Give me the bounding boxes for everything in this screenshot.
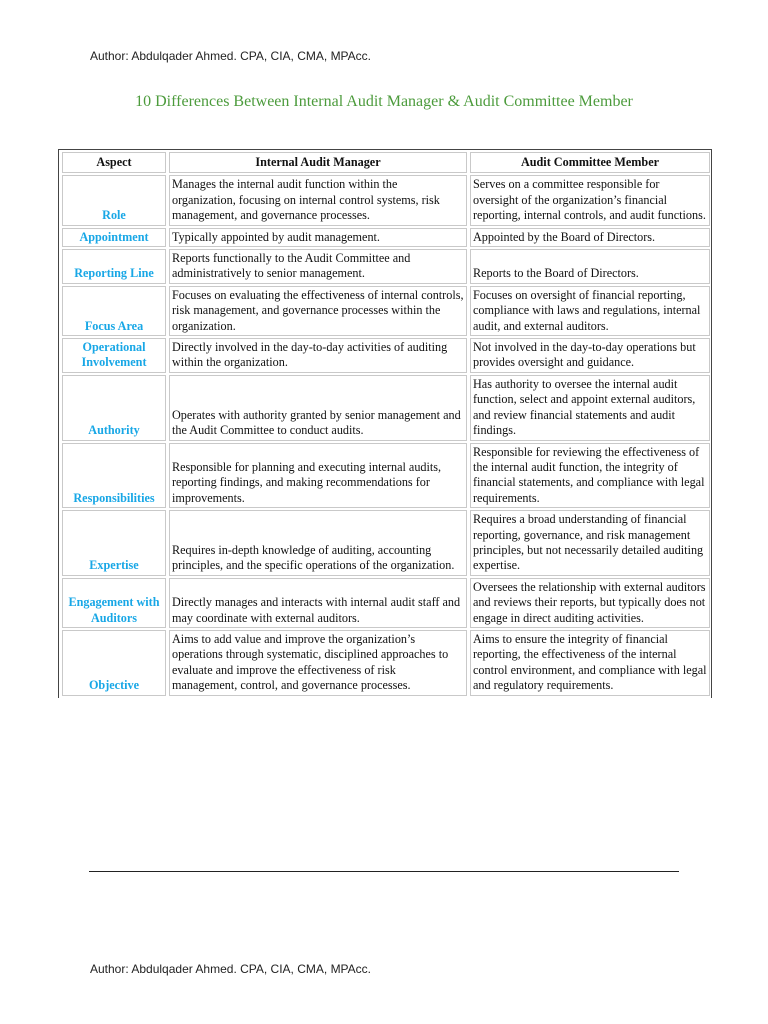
committee-cell: Requires a broad understanding of financial reporting, governance, and risk management principles, but not necessarily detailed auditing expertise. (470, 510, 710, 576)
table-row (62, 510, 710, 576)
committee-cell: Not involved in the day-to-day operations but provides oversight and guidance. (470, 338, 710, 373)
committee-cell: Focuses on oversight of financial reporting, compliance with laws and regulations, internal audit, and external auditors. (470, 286, 710, 336)
aspect-cell: Operational Involvement (62, 338, 166, 373)
committee-cell: Reports to the Board of Directors. (470, 249, 710, 284)
manager-cell: Requires in-depth knowledge of auditing, accounting principles, and the specific operations of the organization. (169, 510, 467, 576)
aspect-cell: Objective (62, 630, 166, 696)
manager-cell: Directly manages and interacts with internal audit staff and may coordinate with external auditors. (169, 578, 467, 628)
manager-cell: Directly involved in the day-to-day activities of auditing within the organization. (169, 338, 467, 373)
table-row (62, 228, 710, 247)
manager-cell: Typically appointed by audit management. (169, 228, 467, 247)
comparison-table-grid (59, 150, 713, 698)
page-title: 10 Differences Between Internal Audit Manager & Audit Committee Member (135, 93, 633, 110)
header-author: Author: Abdulqader Ahmed. CPA, CIA, CMA, MPAcc. (90, 49, 372, 63)
table-header-row (62, 152, 710, 173)
table-row (62, 175, 710, 225)
table-row (62, 338, 710, 373)
manager-cell: Manages the internal audit function within the organization, focusing on internal control systems, risk management, and governance processes. (169, 175, 467, 225)
manager-cell: Aims to add value and improve the organization’s operations through systematic, disciplined approaches to evaluate and improve the effectiveness of risk management, control, and governance processes. (169, 630, 467, 696)
footer-author: Author: Abdulqader Ahmed. CPA, CIA, CMA, MPAcc. (90, 962, 372, 976)
committee-cell: Has authority to oversee the internal audit function, select and appoint external auditors, and review financial statements and audit findings. (470, 375, 710, 441)
table-row (62, 249, 710, 284)
aspect-cell: Responsibilities (62, 443, 166, 509)
committee-cell: Appointed by the Board of Directors. (470, 228, 710, 247)
manager-cell: Focuses on evaluating the effectiveness of internal controls, risk management, and governance processes within the organization. (169, 286, 467, 336)
aspect-cell: Role (62, 175, 166, 225)
table-row (62, 443, 710, 509)
column-header-aspect: Aspect (62, 152, 166, 173)
column-header-internal-audit-manager: Internal Audit Manager (169, 152, 467, 173)
manager-cell: Operates with authority granted by senior management and the Audit Committee to conduct audits. (169, 375, 467, 441)
table-row (62, 630, 710, 696)
table-row (62, 578, 710, 628)
aspect-cell: Reporting Line (62, 249, 166, 284)
aspect-cell: Engagement with Auditors (62, 578, 166, 628)
table-row (62, 375, 710, 441)
column-header-audit-committee-member: Audit Committee Member (470, 152, 710, 173)
committee-cell: Serves on a committee responsible for oversight of the organization’s financial reporting, internal controls, and audit functions. (470, 175, 710, 225)
aspect-cell: Focus Area (62, 286, 166, 336)
aspect-cell: Expertise (62, 510, 166, 576)
committee-cell: Aims to ensure the integrity of financial reporting, the effectiveness of the internal control environment, and compliance with legal and regulatory requirements. (470, 630, 710, 696)
comparison-table (58, 149, 712, 698)
committee-cell: Responsible for reviewing the effectiveness of the internal audit function, the integrity of financial statements, and compliance with legal requirements. (470, 443, 710, 509)
table-row (62, 286, 710, 336)
footer-divider (89, 871, 679, 872)
aspect-cell: Authority (62, 375, 166, 441)
manager-cell: Responsible for planning and executing internal audits, reporting findings, and making recommendations for improvements. (169, 443, 467, 509)
committee-cell: Oversees the relationship with external auditors and reviews their reports, but typically does not engage in direct auditing activities. (470, 578, 710, 628)
aspect-cell: Appointment (62, 228, 166, 247)
manager-cell: Reports functionally to the Audit Committee and administratively to senior management. (169, 249, 467, 284)
